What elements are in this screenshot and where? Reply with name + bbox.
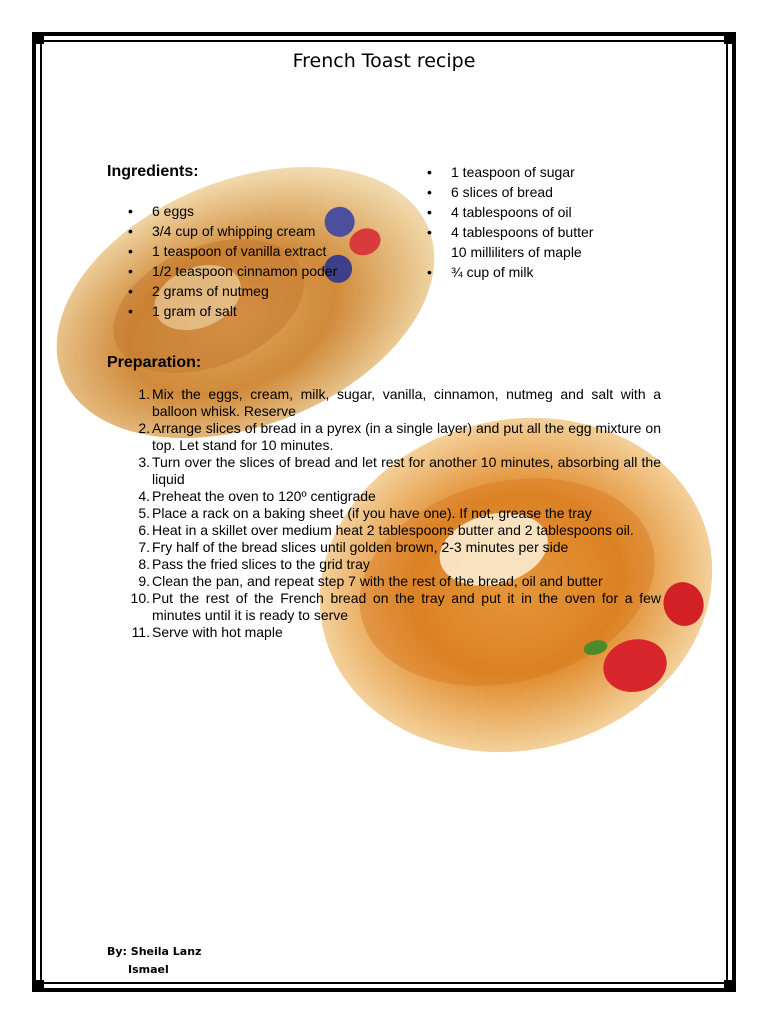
author-line-2: Ismael — [128, 963, 169, 976]
step-text: Arrange slices of bread in a pyrex (in a single layer) and put all the egg mixture on top. Let stand for 10 minutes. — [152, 420, 661, 453]
step-item — [128, 386, 661, 420]
step-text: Preheat the oven to 120º centigrade — [152, 488, 376, 504]
step-text: Heat in a skillet over medium heat 2 tablespoons butter and 2 tablespoons oil. — [152, 522, 634, 538]
page-title: French Toast recipe — [292, 50, 476, 72]
ingredient-item: • 1 gram of salt — [128, 301, 337, 321]
step-text: Fry half of the bread slices until golden brown, 2-3 minutes per side — [152, 539, 569, 555]
step-number: 9. — [138, 573, 150, 589]
step-item — [128, 488, 661, 505]
step-item — [128, 539, 661, 556]
step-text: Turn over the slices of bread and let rest for another 10 minutes, absorbing all the liquid — [152, 454, 661, 487]
ingredients-list-right — [427, 162, 593, 282]
step-item — [128, 573, 661, 590]
preparation-steps — [128, 386, 661, 641]
border-corner — [32, 32, 44, 44]
step-number: 10. — [130, 590, 150, 606]
ingredients-list-left — [128, 201, 337, 321]
ingredient-item: • 6 eggs — [128, 201, 337, 221]
step-text: Clean the pan, and repeat step 7 with the rest of the bread, oil and butter — [152, 573, 603, 589]
step-number: 1. — [138, 386, 150, 402]
strawberry-2 — [659, 578, 708, 630]
preparation-heading: Preparation: — [107, 354, 202, 371]
ingredient-item: • ¾ cup of milk — [427, 262, 593, 282]
author-line-1: By: Sheila Lanz — [107, 945, 202, 958]
step-item — [128, 624, 661, 641]
step-item — [128, 556, 661, 573]
border-corner — [724, 980, 736, 992]
step-item — [128, 590, 661, 624]
step-text: Place a rack on a baking sheet (if you have one). If not, grease the tray — [152, 505, 592, 521]
step-number: 7. — [138, 539, 150, 555]
ingredient-item: • 4 tablespoons of butter — [427, 222, 593, 242]
border-corner — [724, 32, 736, 44]
step-number: 6. — [138, 522, 150, 538]
ingredient-item: • 3/4 cup of whipping cream — [128, 221, 337, 241]
step-item — [128, 522, 661, 539]
step-number: 8. — [138, 556, 150, 572]
ingredient-item: • 1 teaspoon of sugar — [427, 162, 593, 182]
border-corner — [32, 980, 44, 992]
step-text: Mix the eggs, cream, milk, sugar, vanilla, cinnamon, nutmeg and salt with a balloon whisk. Reserve — [152, 386, 661, 419]
step-item — [128, 420, 661, 454]
step-number: 3. — [138, 454, 150, 470]
step-text: Put the rest of the French bread on the tray and put it in the oven for a few minutes until it is ready to serve — [152, 590, 661, 623]
step-text: Pass the fried slices to the grid tray — [152, 556, 370, 572]
ingredients-heading: Ingredients: — [107, 163, 199, 180]
ingredient-item: • 2 grams of nutmeg — [128, 281, 337, 301]
ingredient-item: • 4 tablespoons of oil — [427, 202, 593, 222]
step-number: 4. — [138, 488, 150, 504]
ingredient-item: • 6 slices of bread — [427, 182, 593, 202]
step-item — [128, 505, 661, 522]
step-number: 2. — [138, 420, 150, 436]
step-text: Serve with hot maple — [152, 624, 283, 640]
step-number: 5. — [138, 505, 150, 521]
ingredient-item: • 1/2 teaspoon cinnamon poder — [128, 261, 337, 281]
ingredient-item: 10 milliliters of maple — [451, 244, 582, 260]
ingredient-item: • 1 teaspoon of vanilla extract — [128, 241, 337, 261]
step-number: 11. — [131, 624, 150, 640]
step-item — [128, 454, 661, 488]
